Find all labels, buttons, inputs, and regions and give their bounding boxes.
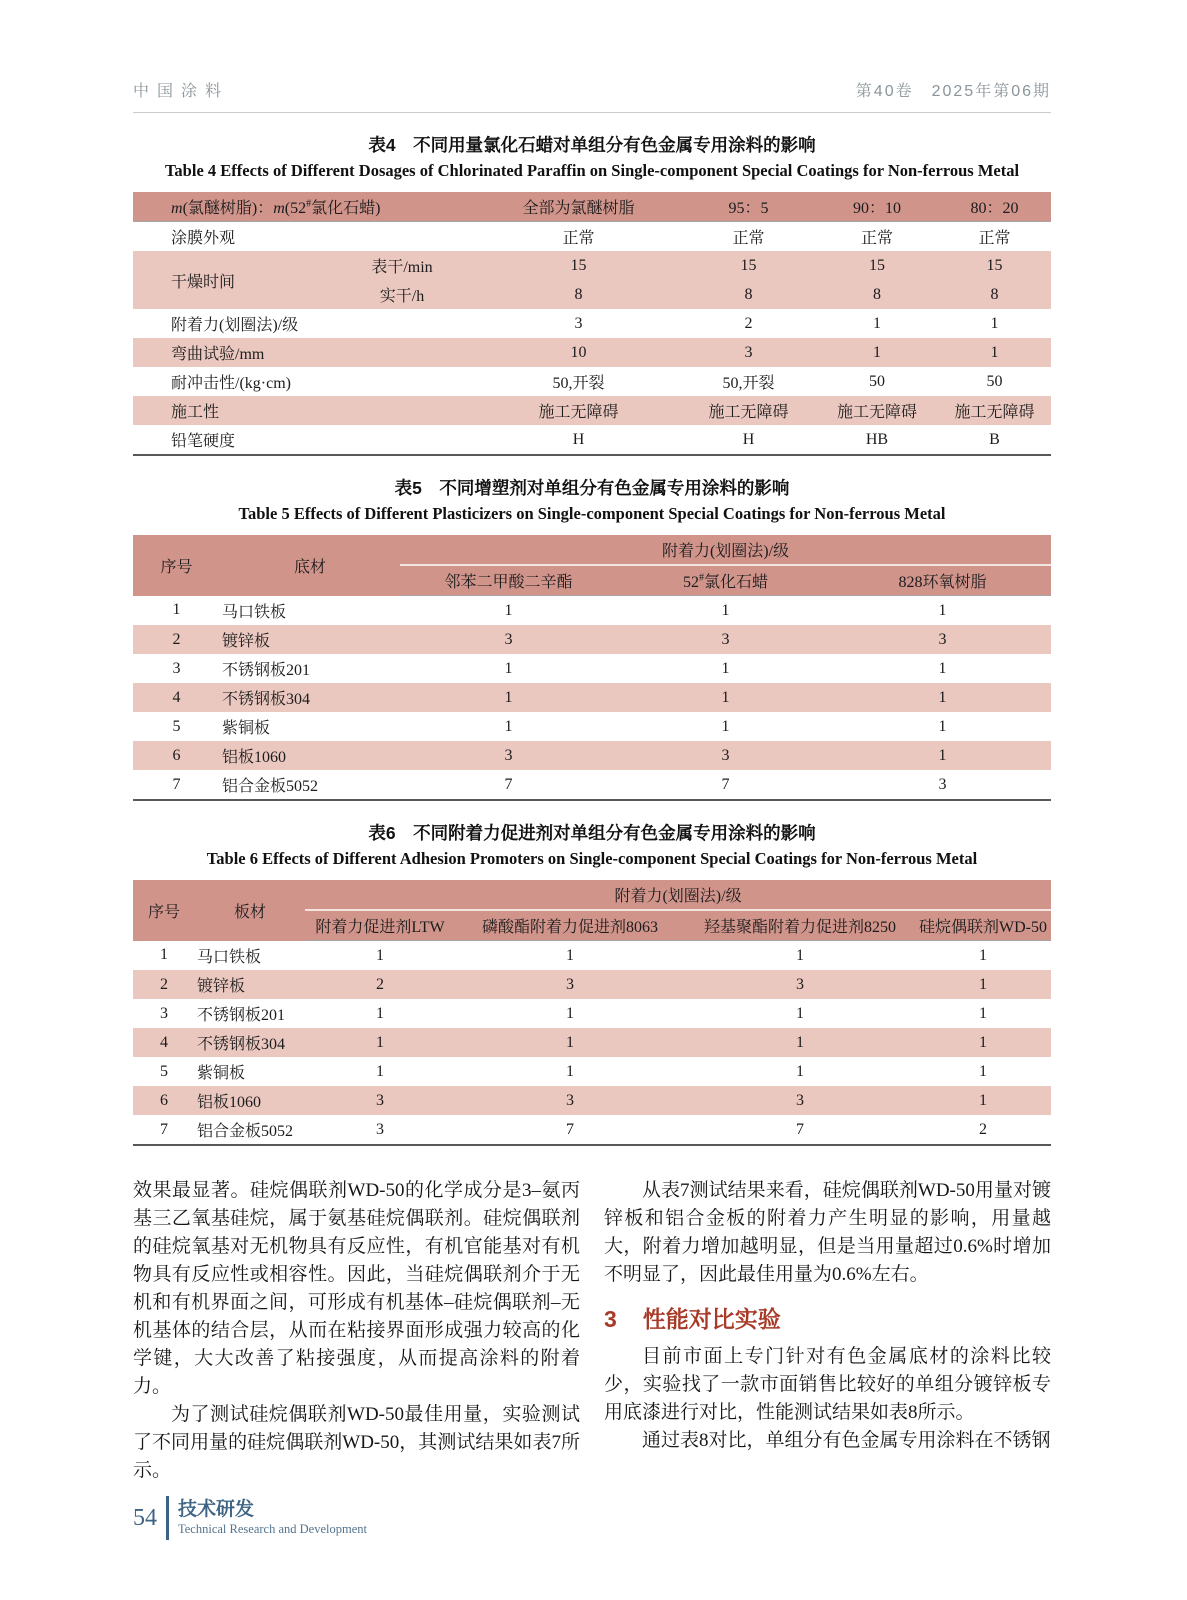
table-cell: 1	[504, 659, 513, 677]
table-cell: 1	[721, 717, 730, 735]
table-cell: 1	[979, 946, 988, 964]
substrate-name: 不锈钢板201	[222, 662, 311, 679]
column-header: 邻苯二甲酸二辛酯	[400, 565, 617, 596]
table-cell: 1	[915, 1028, 1051, 1057]
column-header: 板材	[195, 880, 305, 941]
plate-name: 紫铜板	[197, 1065, 246, 1082]
table-cell: 1	[873, 314, 881, 332]
ratio-part: (氯醚树脂)：	[182, 200, 274, 217]
table-row	[133, 712, 1051, 741]
left-column	[133, 1177, 580, 1485]
row-index: 3	[172, 659, 181, 677]
plate-name: 镀锌板	[195, 970, 305, 999]
table5	[133, 535, 1051, 801]
table-cell: 1	[979, 1062, 988, 1080]
table-row	[133, 1086, 1051, 1115]
plate-name: 马口铁板	[197, 948, 262, 966]
table-cell: 1	[834, 741, 1051, 770]
table-cell: 1	[376, 1062, 384, 1080]
table-cell: 1	[796, 1062, 804, 1080]
row-index: 1	[160, 946, 168, 964]
superscript: #	[306, 198, 312, 210]
table6-caption-en: Table 6 Effects of Different Adhesion Promoters on Single-component Special Coatings for Non-ferrous Metal	[206, 849, 978, 868]
table-cell: 3	[617, 625, 834, 654]
column-header: 序号	[133, 535, 220, 596]
table-cell: 15	[681, 251, 816, 280]
table-cell: 1	[504, 717, 513, 735]
table-cell: 1	[566, 946, 574, 964]
table-cell: 1	[834, 683, 1051, 712]
column-header: 90：10	[816, 192, 938, 222]
table-cell: 3	[400, 625, 617, 654]
table-row	[133, 222, 1051, 252]
running-head	[133, 78, 1051, 113]
footer-divider	[166, 1496, 169, 1540]
table-cell: 1	[400, 683, 617, 712]
table-cell: 2	[744, 314, 753, 332]
plate-name: 铝合金板5052	[197, 1123, 294, 1140]
row-index: 7	[172, 775, 181, 793]
journal-name: 中国涂料	[133, 83, 230, 100]
table-cell: 7	[796, 1120, 804, 1138]
column-header: 磷酸酯附着力促进剂8063	[455, 910, 685, 941]
table-cell: 3	[455, 1086, 685, 1115]
table-cell: 1	[915, 970, 1051, 999]
table-cell: 3	[685, 970, 915, 999]
table-cell: 7	[721, 775, 730, 793]
table-cell: 1	[617, 683, 834, 712]
table-cell: 施工无障碍	[816, 396, 938, 425]
table-cell: B	[989, 430, 1000, 448]
table-header-row	[133, 192, 1051, 222]
table-cell: 施工无障碍	[681, 396, 816, 425]
table-cell: 正常	[562, 230, 595, 247]
table-cell: 1	[566, 1062, 574, 1080]
table4-caption-en: Table 4 Effects of Different Dosages of Chlorinated Paraffin on Single-component Special Coatings for Non-ferrous Metal	[164, 161, 1020, 180]
table6	[133, 880, 1051, 1146]
column-header	[133, 192, 476, 222]
table-cell: 1	[566, 1004, 574, 1022]
table-cell: 1	[721, 659, 730, 677]
table-cell: 施工无障碍	[476, 396, 681, 425]
row-sublabel: 表干/min	[328, 251, 476, 280]
ratio-part: (52	[284, 200, 307, 217]
row-index: 4	[133, 1028, 195, 1057]
plate-name: 铝板1060	[195, 1086, 305, 1115]
column-header: 序号	[133, 880, 195, 941]
table-row	[133, 1057, 1051, 1086]
paragraph: 通过表8对比，单组分有色金属专用涂料在不锈钢	[642, 1430, 1051, 1451]
table-cell: 3	[685, 1086, 915, 1115]
substrate-name: 紫铜板	[222, 720, 271, 737]
table-cell: 1	[305, 1028, 455, 1057]
table-cell: 3	[376, 1120, 384, 1138]
column-header: 80：20	[938, 192, 1051, 222]
table-cell: 7	[504, 775, 513, 793]
column-header: 硅烷偶联剂WD-50	[915, 910, 1051, 941]
table-cell: 1	[455, 1028, 685, 1057]
column-header: 附着力(划圈法)/级	[305, 880, 1051, 910]
column-header: 全部为氯醚树脂	[476, 192, 681, 222]
table-row	[133, 654, 1051, 683]
plate-name: 不锈钢板304	[195, 1028, 305, 1057]
table-cell: 正常	[860, 230, 893, 247]
table-cell: 8	[476, 280, 681, 309]
row-label: 弯曲试验/mm	[133, 338, 476, 367]
table-cell: 1	[979, 1004, 988, 1022]
paragraph: 为了测试硅烷偶联剂WD-50最佳用量，实验测试了不同用量的硅烷偶联剂WD-50，其测试结果如表7所示。	[133, 1404, 580, 1481]
table-cell: 1	[721, 601, 730, 619]
row-index: 7	[160, 1120, 168, 1138]
section-heading	[604, 1304, 1051, 1334]
table-cell: 8	[816, 280, 938, 309]
table-cell: 3	[834, 625, 1051, 654]
table-cell: H	[572, 430, 585, 448]
table-row	[133, 396, 1051, 425]
superscript: #	[698, 572, 704, 584]
row-index: 2	[133, 970, 195, 999]
footer-section	[178, 1499, 367, 1537]
plate-name: 不锈钢板201	[197, 1007, 286, 1024]
table4-section	[133, 132, 1051, 456]
ratio-part: m	[273, 200, 285, 217]
table-row	[133, 683, 1051, 712]
substrate-name: 马口铁板	[222, 603, 287, 621]
row-index: 6	[133, 741, 220, 770]
table-cell: 2	[979, 1120, 988, 1138]
section-number: 3	[604, 1306, 617, 1332]
table-cell: 50	[986, 372, 1003, 390]
table-cell: 3	[617, 741, 834, 770]
ratio-part: m	[171, 200, 183, 217]
table4	[133, 192, 1051, 456]
table-cell: 1	[376, 1004, 384, 1022]
table-cell: 3	[455, 970, 685, 999]
paragraph: 目前市面上专门针对有色金属底材的涂料比较少，实验找了一款市面销售比较好的单组分镀锌板专用底漆进行对比，性能测试结果如表8所示。	[604, 1346, 1051, 1423]
table-row	[133, 1028, 1051, 1057]
table-cell: 3	[305, 1086, 455, 1115]
body-text	[133, 1177, 1051, 1485]
substrate-name: 铝合金板5052	[222, 778, 319, 795]
table-cell: 1	[504, 601, 513, 619]
column-header: 附着力(划圈法)/级	[400, 535, 1051, 565]
table-cell: 正常	[978, 230, 1011, 247]
header-part: 52	[682, 574, 699, 591]
table-header-row	[133, 535, 1051, 565]
table-cell: 8	[681, 280, 816, 309]
table-cell: 50,开裂	[722, 375, 775, 392]
row-index: 5	[172, 717, 181, 735]
table-cell: 3	[681, 338, 816, 367]
row-index: 5	[160, 1062, 168, 1080]
table-cell: 10	[476, 338, 681, 367]
table-cell: 正常	[732, 230, 765, 247]
table-cell: 15	[938, 251, 1051, 280]
substrate-name: 镀锌板	[220, 625, 400, 654]
table-cell: 1	[685, 1028, 915, 1057]
column-header: 羟基聚酯附着力促进剂8250	[685, 910, 915, 941]
column-header: 95：5	[681, 192, 816, 222]
table-cell: 1	[796, 1004, 804, 1022]
table-cell: 1	[938, 601, 947, 619]
table-row	[133, 425, 1051, 455]
table-row	[133, 338, 1051, 367]
table-cell: 1	[938, 717, 947, 735]
substrate-name: 铝板1060	[220, 741, 400, 770]
column-header	[617, 565, 834, 596]
column-header: 附着力促进剂LTW	[305, 910, 455, 941]
table-row	[133, 941, 1051, 971]
table-cell: 1	[796, 946, 804, 964]
page-number: 54	[133, 1504, 157, 1531]
table-cell: 1	[816, 338, 938, 367]
table5-caption-en: Table 5 Effects of Different Plasticizers on Single-component Special Coatings for Non-ferrous Metal	[238, 504, 946, 523]
table-cell: 1	[376, 946, 384, 964]
paragraph: 效果最显著。硅烷偶联剂WD-50的化学成分是3–氨丙基三乙氧基硅烷，属于氨基硅烷偶联剂。硅烷偶联剂的硅烷氧基对无机物具有反应性，有机官能基对有机物具有反应性或相容性。因此，当硅烷偶联剂介于无机和有机界面之间，可形成有机基体–硅烷偶联剂–无机基体的结合层，从而在粘接界面形成强力较高的化学键，大大改善了粘接强度，从而提高涂料的附着力。	[133, 1180, 580, 1397]
row-label: 涂膜外观	[171, 230, 236, 247]
table6-caption-cn: 表6 不同附着力促进剂对单组分有色金属专用涂料的影响	[368, 823, 816, 843]
page-footer	[133, 1496, 367, 1540]
table-cell: 15	[816, 251, 938, 280]
right-column	[604, 1177, 1051, 1485]
ratio-part: 氯化石蜡)	[311, 200, 381, 217]
issue-info: 第40卷 2025年第06期	[855, 83, 1051, 100]
table-cell: HB	[865, 430, 889, 448]
section-title: 性能对比实验	[642, 1306, 781, 1332]
table-cell: 3	[938, 775, 947, 793]
table-row	[133, 596, 1051, 626]
row-label: 施工性	[133, 396, 476, 425]
footer-section-en: Technical Research and Development	[178, 1522, 367, 1536]
table6-section	[133, 820, 1051, 1146]
table-row	[133, 741, 1051, 770]
table-row	[133, 625, 1051, 654]
table-cell: 8	[938, 280, 1051, 309]
row-sublabel: 实干/h	[328, 280, 476, 309]
table-header-row	[133, 880, 1051, 910]
header-part: 氯化石蜡	[703, 574, 768, 591]
table-cell: 施工无障碍	[938, 396, 1051, 425]
table-row	[133, 970, 1051, 999]
table-cell: 1	[938, 338, 1051, 367]
table-row	[133, 999, 1051, 1028]
row-index: 6	[133, 1086, 195, 1115]
table-cell: H	[742, 430, 755, 448]
table-cell: 1	[990, 314, 999, 332]
column-header: 底材	[220, 535, 400, 596]
row-label: 附着力(划圈法)/级	[171, 317, 299, 334]
table5-section	[133, 475, 1051, 801]
table-cell: 2	[305, 970, 455, 999]
paragraph: 从表7测试结果来看，硅烷偶联剂WD-50用量对镀锌板和铝合金板的附着力产生明显的影响，用量越大，附着力增加越明显，但是当用量超过0.6%时增加不明显了，因此最佳用量为0.6%左右。	[604, 1180, 1051, 1285]
row-index: 2	[133, 625, 220, 654]
table-cell: 15	[476, 251, 681, 280]
table-cell: 50	[869, 372, 885, 390]
table-cell: 1	[938, 659, 947, 677]
table-row	[133, 770, 1051, 800]
table-cell: 7	[566, 1120, 574, 1138]
table-row	[133, 1115, 1051, 1145]
table-row	[133, 367, 1051, 396]
column-header: 828环氧树脂	[834, 565, 1051, 596]
table5-caption-cn: 表5 不同增塑剂对单组分有色金属专用涂料的影响	[394, 478, 790, 498]
row-label: 铅笔硬度	[171, 433, 236, 450]
table4-caption-cn: 表4 不同用量氯化石蜡对单组分有色金属专用涂料的影响	[368, 135, 816, 155]
table-cell: 3	[574, 314, 583, 332]
row-label: 耐冲击性/(kg·cm)	[171, 375, 291, 392]
row-index: 4	[133, 683, 220, 712]
table-row	[133, 309, 1051, 338]
table-row	[133, 251, 1051, 280]
table-cell: 50,开裂	[552, 375, 605, 392]
row-index: 3	[160, 1004, 168, 1022]
table-cell: 3	[400, 741, 617, 770]
row-index: 1	[172, 601, 181, 619]
footer-section-cn: 技术研发	[178, 1499, 255, 1520]
substrate-name: 不锈钢板304	[220, 683, 400, 712]
row-label: 干燥时间	[133, 251, 328, 309]
table-cell: 1	[915, 1086, 1051, 1115]
